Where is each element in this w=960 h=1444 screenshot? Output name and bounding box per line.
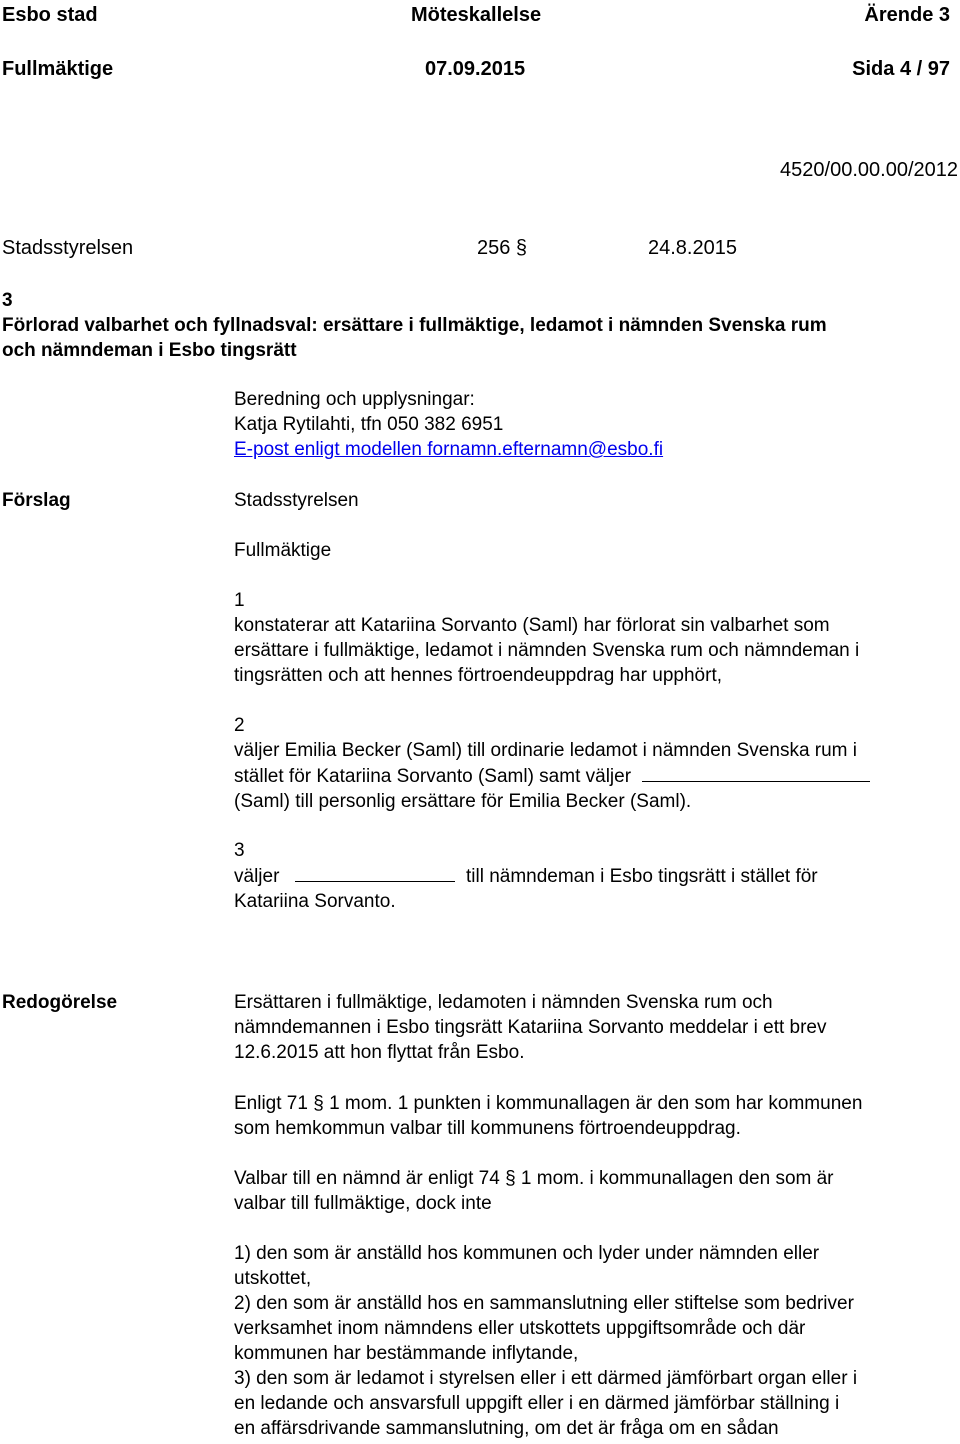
point-line: konstaterar att Katariina Sorvanto (Saml) har förlorat sin valbarhet som: [234, 615, 830, 636]
proposal-point-1: [234, 588, 958, 688]
account-paragraph-1: [234, 990, 958, 1065]
point-line: (Saml) till personlig ersättare för Emilia Becker (Saml).: [234, 791, 692, 812]
item-title-line-2: och nämndeman i Esbo tingsrätt: [2, 340, 297, 361]
account-line: kommunen har bestämmande inflytande,: [234, 1343, 579, 1364]
header-doc-type: Möteskallelse: [411, 4, 542, 26]
point-number: 2: [234, 715, 245, 736]
point-line-text: stället för Katariina Sorvanto (Saml) samt väljer: [234, 766, 632, 787]
header-body: Fullmäktige: [2, 58, 114, 80]
proposal-label: Förslag: [2, 490, 71, 511]
item-title-line-1: Förlorad valbarhet och fyllnadsval: ersättare i fullmäktige, ledamot i nämnden Svenska rum: [2, 315, 827, 336]
account-line: nämndemannen i Esbo tingsrätt Katariina Sorvanto meddelar i ett brev: [234, 1017, 827, 1038]
proposal-point-3: [234, 838, 958, 914]
point-line-text: till nämndeman i Esbo tingsrätt i stället för: [465, 866, 818, 887]
account-line: 12.6.2015 att hon flyttat från Esbo.: [234, 1042, 525, 1063]
account-line: en affärsdrivande sammanslutning, om det är fråga om en sådan: [234, 1418, 779, 1439]
account-line: utskottet,: [234, 1268, 312, 1289]
point-line: ersättare i fullmäktige, ledamot i nämnden Svenska rum och nämndeman i: [234, 640, 860, 661]
account-line: 1) den som är anställd hos kommunen och lyder under nämnden eller: [234, 1243, 820, 1264]
point-line: tingsrätten och att hennes förtroendeuppdrag har upphört,: [234, 665, 723, 686]
point-line: Katariina Sorvanto.: [234, 891, 396, 912]
account-line: verksamhet inom nämndens eller utskottets uppgiftsområde och där: [234, 1318, 806, 1339]
meeting-date: 24.8.2015: [648, 237, 737, 259]
header-org: Esbo stad: [2, 4, 98, 26]
proposal-proposer: Stadsstyrelsen: [234, 490, 359, 511]
account-line: valbar till fullmäktige, dock inte: [234, 1193, 492, 1214]
account-line: 3) den som är ledamot i styrelsen eller i ett därmed jämförbart organ eller i: [234, 1368, 858, 1389]
preparation-label: Beredning och upplysningar:: [234, 389, 475, 410]
point-number: 3: [234, 840, 245, 861]
account-line: Valbar till en nämnd är enligt 74 § 1 mom. i kommunallagen den som är: [234, 1168, 834, 1189]
reference-number: 4520/00.00.00/2012: [780, 159, 958, 181]
name-blank-field: [295, 863, 455, 882]
preparation-contact: Katja Rytilahti, tfn 050 382 6951: [234, 414, 504, 435]
item-number: 3: [2, 290, 13, 311]
proposal-point-2: [234, 713, 958, 814]
preparation-email-link[interactable]: E-post enligt modellen fornamn.efternamn@esbo.fi: [234, 439, 664, 460]
header-page: Sida 4 / 97: [852, 58, 950, 80]
account-line: en ledande och ansvarsfull uppgift eller i en därmed jämförbar ställning i: [234, 1393, 840, 1414]
point-line-with-blank: [234, 863, 958, 889]
account-line: som hemkommun valbar till kommunens förtroendeuppdrag.: [234, 1118, 741, 1139]
point-line-text: väljer: [234, 866, 280, 887]
point-number: 1: [234, 590, 245, 611]
point-line-with-blank: [234, 763, 958, 789]
account-paragraph-4: [234, 1241, 958, 1441]
account-paragraph-3: [234, 1166, 958, 1216]
account-label: Redogörelse: [2, 992, 118, 1013]
account-line: Enligt 71 § 1 mom. 1 punkten i kommunallagen är den som har kommunen: [234, 1093, 863, 1114]
name-blank-field: [642, 763, 870, 782]
header-item: Ärende 3: [864, 4, 950, 26]
account-line: 2) den som är anställd hos en sammanslutning eller stiftelse som bedriver: [234, 1293, 854, 1314]
meeting-number: 256 §: [477, 237, 528, 259]
account-line: Ersättaren i fullmäktige, ledamoten i nämnden Svenska rum och: [234, 992, 773, 1013]
account-paragraph-2: [234, 1091, 958, 1141]
point-line: väljer Emilia Becker (Saml) till ordinarie ledamot i nämnden Svenska rum i: [234, 740, 858, 761]
proposal-decider: Fullmäktige: [234, 540, 332, 561]
meeting-body: Stadsstyrelsen: [2, 237, 134, 259]
header-date: 07.09.2015: [425, 58, 526, 80]
